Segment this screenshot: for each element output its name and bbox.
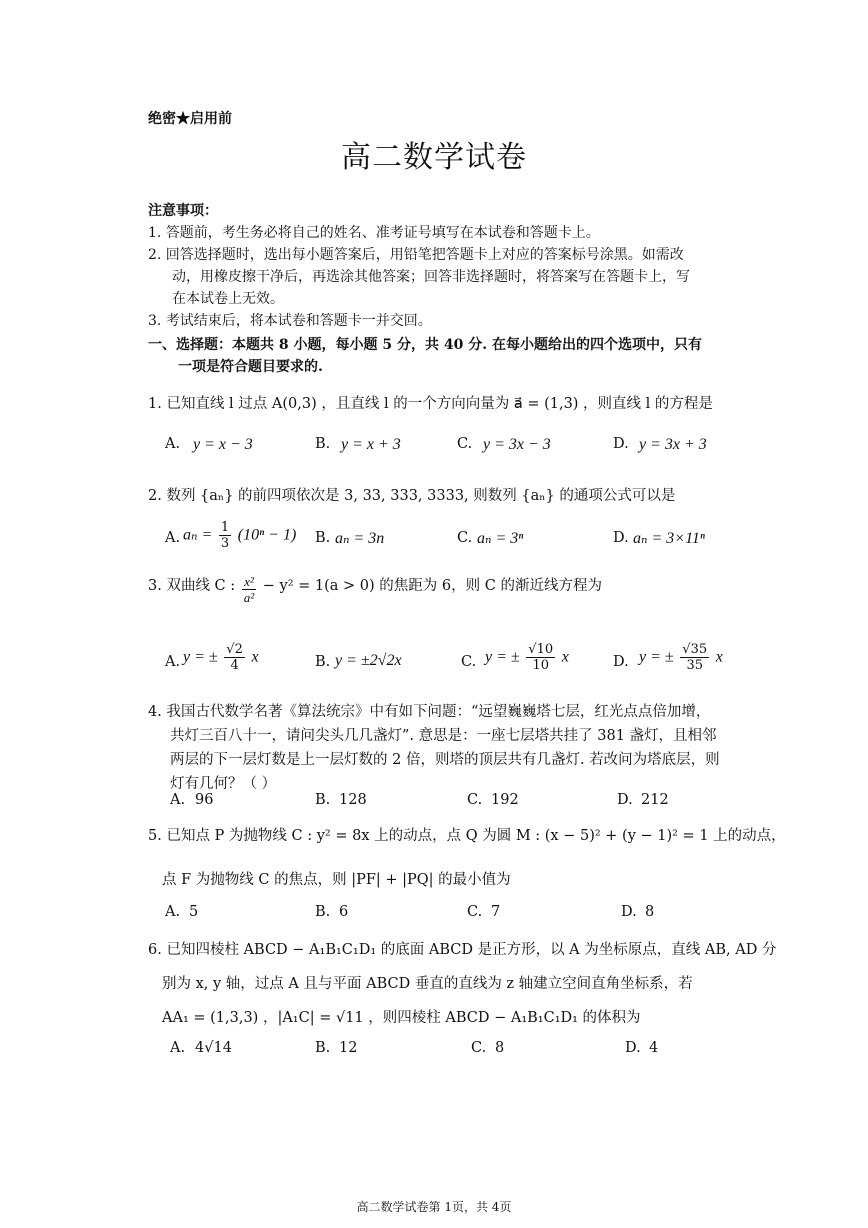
option-label: B. bbox=[315, 530, 331, 546]
fraction-denominator: 35 bbox=[686, 658, 703, 673]
option-c-text: y = 3x − 3 bbox=[483, 436, 551, 453]
option-label: A. bbox=[165, 436, 181, 452]
option-b-text: 128 bbox=[339, 792, 367, 808]
notice-line-2-cont: 动，用橡皮擦干净后，再选涂其他答案；回答非选择题时，将答案写在答题卡上，写 bbox=[172, 269, 690, 285]
option-b-text: aₙ = 3n bbox=[335, 530, 385, 547]
option-lhs: y = ± bbox=[183, 648, 218, 666]
option-label: A. bbox=[170, 1040, 186, 1056]
question-4-line-1: 4. 我国古代数学名著《算法统宗》中有如下问题：“远望巍巍塔七层，红光点点倍加增， bbox=[148, 704, 711, 720]
question-3-prefix: 3. 双曲线 C : bbox=[148, 577, 236, 594]
option-d-text bbox=[639, 642, 723, 673]
fraction-numerator: x² bbox=[242, 574, 256, 590]
option-a-text bbox=[183, 520, 296, 551]
option-a-rhs: (10ⁿ − 1) bbox=[237, 526, 297, 544]
option-b-text: 12 bbox=[339, 1040, 358, 1056]
question-3-suffix: − y² = 1(a > 0) 的焦距为 6，则 C 的渐近线方程为 bbox=[262, 577, 602, 594]
option-label: B. bbox=[315, 436, 331, 452]
option-label: C. bbox=[457, 530, 473, 546]
question-3-options bbox=[165, 642, 725, 686]
page-footer: 高二数学试卷第 1页，共 4页 bbox=[356, 1200, 512, 1214]
option-c-text: aₙ = 3ⁿ bbox=[477, 530, 524, 547]
option-c-text: 7 bbox=[491, 904, 501, 920]
option-var: x bbox=[715, 648, 723, 666]
option-d-text: 4 bbox=[649, 1040, 659, 1056]
option-d-text: aₙ = 3×11ⁿ bbox=[633, 530, 705, 547]
fraction-denominator: 4 bbox=[230, 658, 239, 673]
question-4-line-2: 共灯三百八十一，请问尖头几几盏灯”. 意思是：一座七层塔共挂了 381 盏灯，且相邻 bbox=[170, 728, 717, 744]
fraction bbox=[242, 574, 256, 605]
option-a-text: 4√14 bbox=[195, 1040, 232, 1056]
option-label: B. bbox=[315, 1040, 331, 1056]
question-5-options bbox=[165, 904, 725, 930]
option-label: D. bbox=[613, 654, 629, 670]
fraction-numerator: 1 bbox=[220, 520, 230, 535]
option-lhs: y = ± bbox=[485, 648, 520, 666]
option-var: x bbox=[561, 648, 569, 666]
fraction bbox=[219, 520, 231, 551]
option-d-text: 212 bbox=[641, 792, 669, 808]
question-1-stem: 1. 已知直线 l 过点 A(0,3) ，且直线 l 的一个方向向量为 a⃗ = (1,3) ，则直线 l 的方程是 bbox=[148, 396, 713, 412]
option-label: D. bbox=[625, 1040, 641, 1056]
option-label: B. bbox=[315, 654, 331, 670]
notice-line-1: 1. 答题前，考生务必将自己的姓名、准考证号填写在本试卷和答题卡上。 bbox=[148, 225, 600, 241]
option-label: D. bbox=[621, 904, 637, 920]
fraction bbox=[526, 642, 555, 673]
option-label: C. bbox=[467, 904, 483, 920]
option-label: C. bbox=[457, 436, 473, 452]
question-1-options bbox=[165, 436, 725, 462]
option-label: D. bbox=[617, 792, 633, 808]
fraction-numerator: √2 bbox=[226, 642, 243, 657]
fraction bbox=[224, 642, 245, 673]
fraction-numerator: √35 bbox=[682, 642, 708, 657]
fraction-numerator: √10 bbox=[528, 642, 554, 657]
option-label: A. bbox=[165, 530, 181, 546]
question-6-options bbox=[165, 1040, 725, 1066]
question-6-line-1: 6. 已知四棱柱 ABCD − A₁B₁C₁D₁ 的底面 ABCD 是正方形，以 A 为坐标原点，直线 AB, AD 分 bbox=[148, 942, 777, 958]
option-a-text: 96 bbox=[195, 792, 214, 808]
section-heading-cont: 一项是符合题目要求的. bbox=[178, 359, 323, 375]
option-d-text: 8 bbox=[645, 904, 655, 920]
question-5-line-1: 5. 已知点 P 为抛物线 C : y² = 8x 上的动点，点 Q 为圆 M : (x − 5)² + (y − 1)² = 1 上的动点， bbox=[148, 828, 786, 844]
option-var: x bbox=[251, 648, 259, 666]
question-2-options bbox=[165, 520, 725, 560]
fraction bbox=[680, 642, 709, 673]
option-label: C. bbox=[461, 654, 477, 670]
question-4-line-3: 两层的下一层灯数是上一层灯数的 2 倍，则塔的顶层共有几盏灯. 若改问为塔底层，则 bbox=[170, 752, 720, 768]
option-a-text: 5 bbox=[189, 904, 199, 920]
option-a-text bbox=[183, 642, 259, 673]
notice-line-2-end: 在本试卷上无效。 bbox=[172, 291, 284, 307]
option-label: C. bbox=[471, 1040, 487, 1056]
option-a-lhs: aₙ = bbox=[183, 526, 213, 544]
option-label: A. bbox=[165, 654, 181, 670]
option-label: C. bbox=[467, 792, 483, 808]
option-lhs: y = ± bbox=[639, 648, 674, 666]
option-label: B. bbox=[315, 792, 331, 808]
option-a-text: y = x − 3 bbox=[193, 436, 253, 453]
question-2-stem: 2. 数列 {aₙ} 的前四项依次是 3, 33, 333, 3333, 则数列 {aₙ} 的通项公式可以是 bbox=[148, 488, 676, 504]
option-label: D. bbox=[613, 436, 629, 452]
notice-line-2: 2. 回答选择题时，选出每小题答案后，用铅笔把答题卡上对应的答案标号涂黑。如需改 bbox=[148, 247, 684, 263]
question-3-stem bbox=[148, 574, 602, 614]
question-4-line-4: 灯有几何？（ ） bbox=[170, 776, 277, 792]
option-b-text: y = x + 3 bbox=[341, 436, 401, 453]
question-4-options bbox=[165, 792, 725, 818]
fraction-denominator: a² bbox=[243, 590, 255, 605]
option-b-text: 6 bbox=[339, 904, 349, 920]
page-title: 高二数学试卷 bbox=[341, 140, 527, 175]
option-label: A. bbox=[165, 904, 181, 920]
option-c-text bbox=[485, 642, 569, 673]
option-b-text: y = ±2√2x bbox=[335, 652, 402, 669]
question-6-line-3: AA₁ = (1,3,3) ，|A₁C| = √11 ，则四棱柱 ABCD − A₁B₁C₁D₁ 的体积为 bbox=[162, 1010, 641, 1026]
option-d-text: y = 3x + 3 bbox=[639, 436, 707, 453]
option-label: B. bbox=[315, 904, 331, 920]
option-c-text: 192 bbox=[491, 792, 519, 808]
option-label: A. bbox=[170, 792, 186, 808]
fraction-denominator: 10 bbox=[532, 658, 549, 673]
option-c-text: 8 bbox=[495, 1040, 505, 1056]
section-heading: 一、选择题：本题共 8 小题，每小题 5 分，共 40 分. 在每小题给出的四个选项中，只有 bbox=[148, 337, 702, 353]
option-label: D. bbox=[613, 530, 629, 546]
fraction-denominator: 3 bbox=[220, 536, 230, 551]
notice-heading: 注意事项： bbox=[148, 203, 218, 219]
question-6-line-2: 别为 x, y 轴，过点 A 且与平面 ABCD 垂直的直线为 z 轴建立空间直角坐标系，若 bbox=[162, 976, 693, 992]
confidential-label: 绝密★启用前 bbox=[148, 111, 232, 127]
notice-line-3: 3. 考试结束后，将本试卷和答题卡一并交回。 bbox=[148, 313, 432, 329]
question-5-line-2: 点 F 为抛物线 C 的焦点，则 |PF| + |PQ| 的最小值为 bbox=[162, 872, 511, 888]
